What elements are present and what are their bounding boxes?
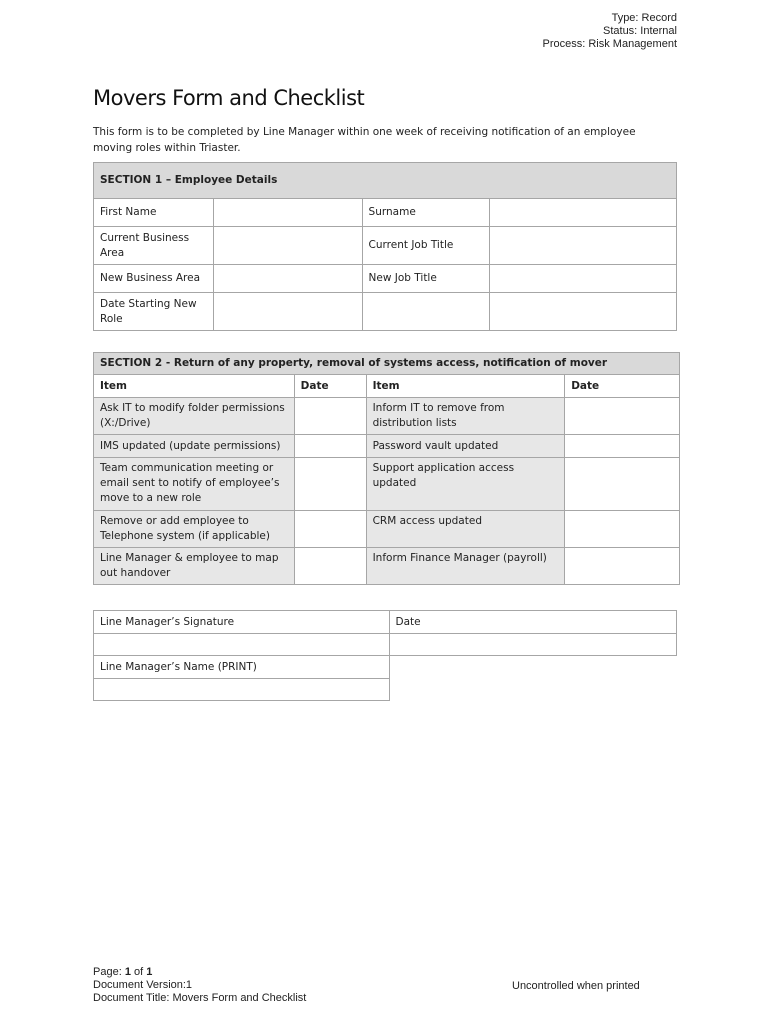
col-item-right: Item	[366, 375, 565, 398]
header-type: Type: Record	[611, 12, 677, 24]
uncontrolled-note: Uncontrolled when printed	[512, 980, 640, 992]
checklist-date-field[interactable]	[565, 398, 680, 435]
current-job-title-label: Current Job Title	[362, 227, 490, 265]
new-business-area-field[interactable]	[213, 265, 362, 293]
section2-table	[93, 352, 680, 585]
new-job-title-field[interactable]	[490, 265, 677, 293]
checklist-date-field[interactable]	[294, 435, 366, 458]
page-of: of	[130, 966, 147, 978]
checklist-item: CRM access updated	[366, 511, 565, 548]
intro-text: This form is to be completed by Line Manager within one week of receiving notification of an employee moving roles within Triaster.	[93, 126, 636, 154]
footer-doc-title: Document Title: Movers Form and Checklist	[93, 992, 307, 1004]
header-status: Status: Internal	[603, 25, 677, 37]
section1-table	[93, 162, 677, 331]
footer-version: Document Version:1	[93, 979, 193, 991]
footer-page	[93, 966, 306, 979]
checklist-date-field[interactable]	[294, 458, 366, 511]
checklist-item: Line Manager & employee to map out handover	[94, 548, 295, 585]
checklist-date-field[interactable]	[565, 511, 680, 548]
section2-heading: SECTION 2 - Return of any property, removal of systems access, notification of mover	[94, 353, 680, 375]
current-business-area-label: Current Business Area	[94, 227, 214, 265]
surname-field[interactable]	[490, 199, 677, 227]
checklist-date-field[interactable]	[294, 511, 366, 548]
checklist-date-field[interactable]	[565, 548, 680, 585]
signature-date-field[interactable]	[389, 634, 676, 656]
page-title: Movers Form and Checklist	[93, 86, 365, 110]
new-job-title-label: New Job Title	[362, 265, 490, 293]
checklist-date-field[interactable]	[294, 548, 366, 585]
checklist-date-field[interactable]	[565, 435, 680, 458]
empty-cell	[389, 656, 676, 679]
document-header	[543, 12, 678, 51]
section1-heading: SECTION 1 – Employee Details	[94, 163, 677, 199]
page-prefix: Page:	[93, 966, 125, 978]
checklist-item: Team communication meeting or email sent to notify of employee’s move to a new role	[94, 458, 295, 511]
header-process: Process: Risk Management	[542, 38, 677, 50]
date-starting-field[interactable]	[213, 293, 362, 331]
checklist-item: IMS updated (update permissions)	[94, 435, 295, 458]
first-name-field[interactable]	[213, 199, 362, 227]
date-starting-label: Date Starting New Role	[94, 293, 214, 331]
checklist-item: Ask IT to modify folder permissions (X:/Drive)	[94, 398, 295, 435]
manager-name-label: Line Manager’s Name (PRINT)	[94, 656, 390, 679]
checklist-item: Password vault updated	[366, 435, 565, 458]
current-business-area-field[interactable]	[213, 227, 362, 265]
current-job-title-field[interactable]	[490, 227, 677, 265]
manager-name-field[interactable]	[94, 679, 390, 701]
signature-label: Line Manager’s Signature	[94, 611, 390, 634]
checklist-item: Support application access updated	[366, 458, 565, 511]
col-date-left: Date	[294, 375, 366, 398]
checklist-item: Inform IT to remove from distribution lists	[366, 398, 565, 435]
page-number: 1	[124, 966, 131, 978]
col-date-right: Date	[565, 375, 680, 398]
signature-date-label: Date	[389, 611, 676, 634]
col-item-left: Item	[94, 375, 295, 398]
surname-label: Surname	[362, 199, 490, 227]
document-footer	[93, 966, 306, 1005]
checklist-date-field[interactable]	[565, 458, 680, 511]
empty-cell	[389, 679, 676, 701]
page-total: 1	[146, 966, 153, 978]
new-business-area-label: New Business Area	[94, 265, 214, 293]
date-starting-extra-1[interactable]	[362, 293, 490, 331]
signature-table	[93, 610, 677, 701]
checklist-date-field[interactable]	[294, 398, 366, 435]
signature-field[interactable]	[94, 634, 390, 656]
checklist-item: Remove or add employee to Telephone system (if applicable)	[94, 511, 295, 548]
checklist-item: Inform Finance Manager (payroll)	[366, 548, 565, 585]
first-name-label: First Name	[94, 199, 214, 227]
date-starting-extra-2[interactable]	[490, 293, 677, 331]
